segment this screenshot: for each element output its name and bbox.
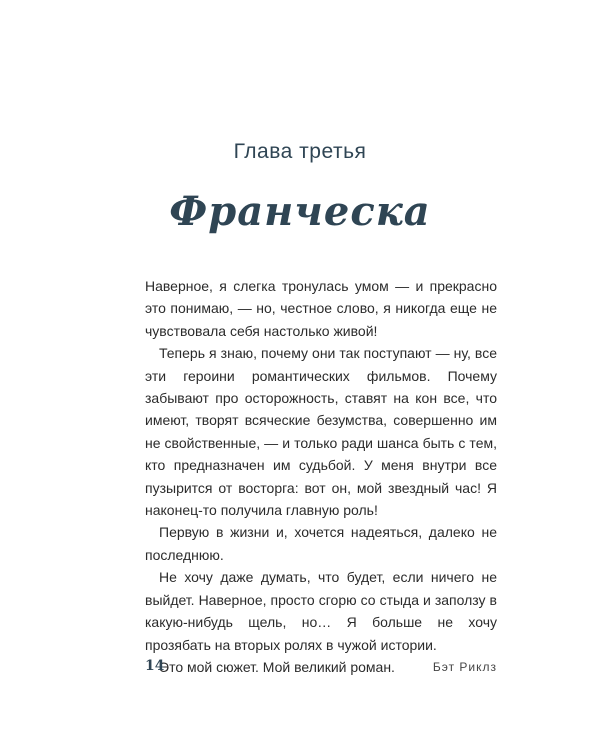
chapter-title: Франческа (169, 188, 431, 235)
paragraph: Теперь я знаю, почему они так поступают — ну, все эти героини романтических фильмов. Почему забывают про осторожность, ставят на кон все, что имеют, творят всяческие безумства, совершенно им не свойственные, — и только ради шанса быть с тем, кто предназначен им судьбой. У меня внутри все пузырится от восторга: вот он, мой звездный час! Я наконец-то получила главную роль! (145, 345, 497, 519)
chapter-label: Глава третья (233, 140, 367, 163)
paragraph: Не хочу даже думать, что будет, если ничего не выйдет. Наверное, просто сгорю со стыда и заползу в какую-нибудь щель, но… Я больше не хочу прозябать на вторых ролях в чужой истории. (145, 569, 497, 653)
paragraph: Наверное, я слегка тронулась умом — и прекрасно это понимаю, — но, честное слово, я никогда еще не чувствовала себя настолько живой! (145, 278, 497, 339)
paragraph: Первую в жизни и, хочется надеяться, далеко не последнюю. (145, 524, 497, 563)
paragraph: Это мой сюжет. Мой великий роман. (159, 658, 395, 675)
body-text (145, 275, 497, 678)
running-footer-author: Бэт Риклз (432, 660, 497, 674)
page-number: 14 (145, 658, 165, 674)
